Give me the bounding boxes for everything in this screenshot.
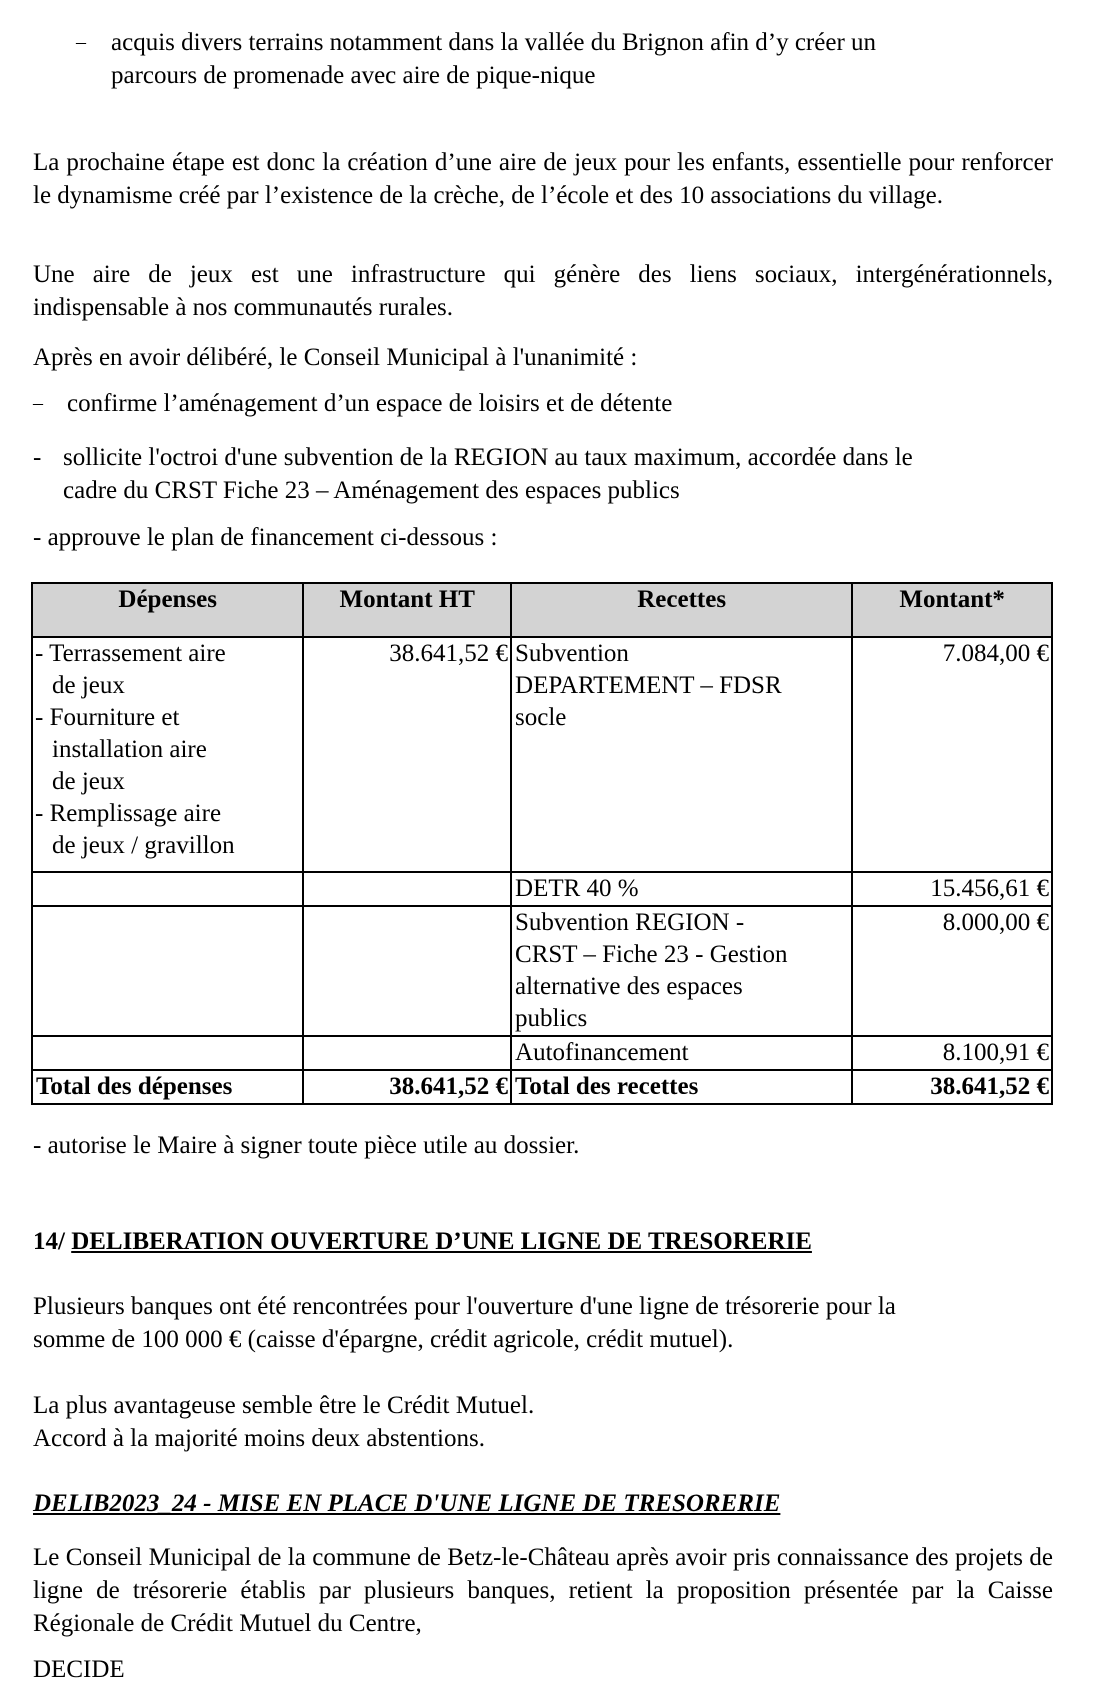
- empty-cell: [303, 1036, 511, 1070]
- delib-paragraph: Le Conseil Municipal de la commune de Betz-le-Château après avoir pris connaissance des projets de ligne de trésorerie établis par plusieurs banques, retient la proposition présentée par la Caisse Régionale de Crédit Mutuel du Centre,: [33, 1544, 1053, 1637]
- montant-ht-cell: 38.641,52 €: [303, 637, 511, 872]
- header-montant-ht: Montant HT: [303, 583, 511, 637]
- recette-cell: [511, 1036, 852, 1070]
- recette-line: alternative des espaces: [515, 973, 743, 1000]
- header-depenses: Dépenses: [32, 583, 303, 637]
- table-row: [32, 1036, 1052, 1070]
- decision-sollicite-line-1: sollicite l'octroi d'une subvention de la REGION au taux maximum, accordée dans le: [63, 444, 913, 471]
- header-montant: Montant*: [852, 583, 1052, 637]
- decision-autorise: - autorise le Maire à signer toute pièce utile au dossier.: [33, 1132, 580, 1159]
- section-14-number: 14/: [33, 1228, 65, 1255]
- section-14-title: DELIBERATION OUVERTURE D’UNE LIGNE DE TRESORERIE: [71, 1228, 812, 1255]
- depense-line: - Fourniture et: [35, 704, 180, 731]
- section-14-heading: [33, 1225, 1053, 1258]
- recette-amount-cell: 8.100,91 €: [852, 1036, 1052, 1070]
- recette-line: Subvention: [515, 640, 629, 667]
- decision-sollicite: [33, 441, 1053, 507]
- decision-sollicite-line-2: cadre du CRST Fiche 23 – Aménagement des espaces publics: [63, 477, 680, 504]
- table-row: [32, 906, 1052, 1036]
- empty-cell: [32, 1036, 303, 1070]
- intro-bullet-line-1: acquis divers terrains notamment dans la vallée du Brignon afin d’y créer un: [111, 29, 877, 56]
- paragraph-infrastructure: Une aire de jeux est une infrastructure qui génère des liens sociaux, intergénérationnels, indispensable à nos communautés rurales.: [33, 261, 1053, 321]
- section-14-p1-line-1: Plusieurs banques ont été rencontrées pour l'ouverture d'une ligne de trésorerie pour la: [33, 1293, 896, 1320]
- decision-confirme-text: confirme l’aménagement d’un espace de loisirs et de détente: [67, 390, 673, 417]
- empty-cell: [303, 872, 511, 906]
- depense-line: de jeux / gravillon: [52, 832, 235, 859]
- section-14-p2-line-2: Accord à la majorité moins deux abstentions.: [33, 1425, 485, 1452]
- empty-cell: [32, 872, 303, 906]
- depense-line: de jeux: [52, 672, 125, 699]
- intro-bullet: [33, 26, 1053, 92]
- recette-line: DETR 40 %: [515, 875, 639, 902]
- table-header-row: [32, 583, 1052, 637]
- section-14-p2-line-1: La plus avantageuse semble être le Crédit Mutuel.: [33, 1392, 535, 1419]
- total-recettes-amount: 38.641,52 €: [852, 1070, 1052, 1104]
- delib-decide: DECIDE: [33, 1656, 125, 1683]
- depense-line: - Remplissage aire: [35, 800, 222, 827]
- delib-title: DELIB2023_24 - MISE EN PLACE D'UNE LIGNE DE TRESORERIE: [33, 1490, 781, 1517]
- recette-line: DEPARTEMENT – FDSR: [515, 672, 782, 699]
- recette-line: CRST – Fiche 23 - Gestion: [515, 941, 788, 968]
- bullet-dash: –: [33, 392, 43, 414]
- recette-amount-cell: 7.084,00 €: [852, 637, 1052, 872]
- bullet-dash: –: [76, 31, 86, 53]
- financing-table: [31, 582, 1053, 1105]
- table-total-row: [32, 1070, 1052, 1104]
- header-recettes: Recettes: [511, 583, 852, 637]
- table-row: [32, 872, 1052, 906]
- paragraph-deliberation: Après en avoir délibéré, le Conseil Municipal à l'unanimité :: [33, 344, 638, 371]
- recette-amount-cell: 15.456,61 €: [852, 872, 1052, 906]
- recette-line: socle: [515, 704, 567, 731]
- decision-confirme: [33, 387, 1053, 420]
- total-depenses-amount: 38.641,52 €: [303, 1070, 511, 1104]
- intro-bullet-line-2: parcours de promenade avec aire de pique-nique: [111, 62, 596, 89]
- recette-line: publics: [515, 1005, 588, 1032]
- recette-line: Subvention REGION -: [515, 909, 745, 936]
- bullet-dash: -: [33, 444, 42, 471]
- recette-line: Autofinancement: [515, 1039, 689, 1066]
- section-14-paragraph-2: [33, 1389, 1053, 1455]
- empty-cell: [303, 906, 511, 1036]
- paragraph-aire-de-jeux: La prochaine étape est donc la création d’une aire de jeux pour les enfants, essentielle pour renforcer le dynamisme créé par l’existence de la crèche, de l’école et des 10 associations du village.: [33, 149, 1053, 209]
- recette-amount-cell: 8.000,00 €: [852, 906, 1052, 1036]
- recette-cell: [511, 872, 852, 906]
- total-depenses-label: Total des dépenses: [32, 1070, 303, 1104]
- table-row: [32, 637, 1052, 872]
- decision-approuve: - approuve le plan de financement ci-dessous :: [33, 524, 498, 551]
- recette-cell: [511, 637, 852, 872]
- total-recettes-label: Total des recettes: [511, 1070, 852, 1104]
- recette-cell: [511, 906, 852, 1036]
- section-14-paragraph-1: [33, 1290, 1053, 1356]
- depense-line: installation aire: [52, 736, 207, 763]
- section-14-p1-line-2: somme de 100 000 € (caisse d'épargne, crédit agricole, crédit mutuel).: [33, 1326, 734, 1353]
- empty-cell: [32, 906, 303, 1036]
- depense-line: - Terrassement aire: [35, 640, 226, 667]
- depenses-cell: [32, 637, 303, 872]
- depense-line: de jeux: [52, 768, 125, 795]
